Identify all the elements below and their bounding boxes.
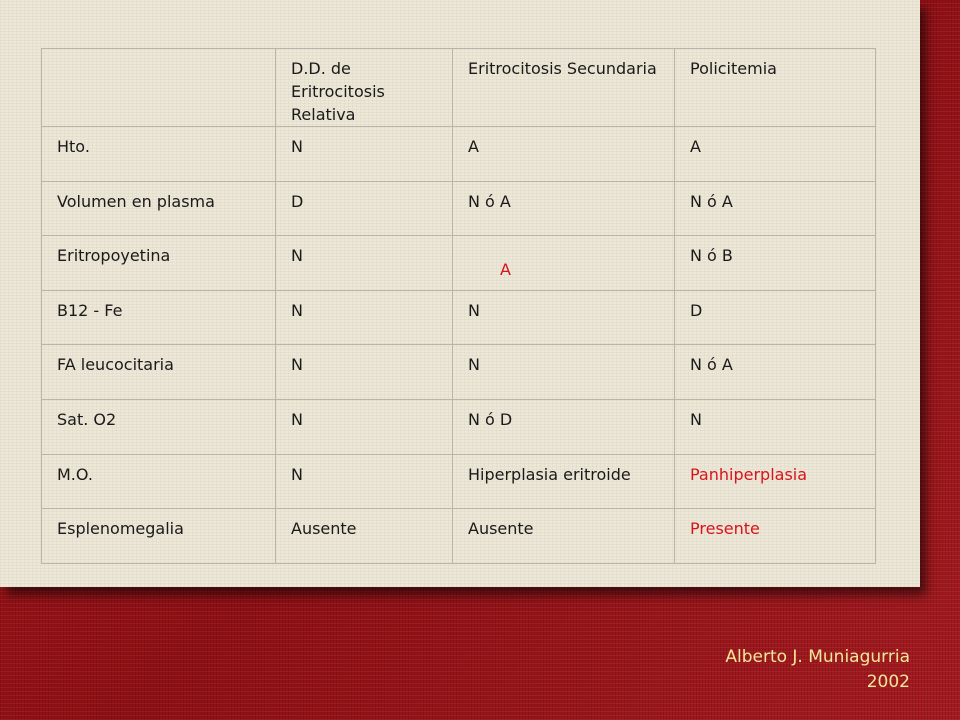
table-cell: A — [453, 127, 675, 182]
header-cell-empty — [42, 49, 276, 127]
table-cell: N — [276, 454, 453, 509]
row-label: Eritropoyetina — [42, 236, 276, 291]
table-cell: Ausente — [453, 509, 675, 564]
author-footer — [725, 645, 910, 695]
table-cell: N — [276, 236, 453, 291]
table-cell: Ausente — [276, 509, 453, 564]
table-cell: N — [276, 290, 453, 345]
table-row — [42, 509, 876, 564]
table-cell: N — [453, 345, 675, 400]
table-cell: N — [675, 399, 876, 454]
author-name: Alberto J. Muniagurria — [725, 647, 910, 667]
table-cell — [453, 236, 675, 291]
header-cell-policitemia: Policitemia — [675, 49, 876, 127]
header-cell-relativa: D.D. de Eritrocitosis Relativa — [276, 49, 453, 127]
header-row — [42, 49, 876, 127]
table-cell: A — [675, 127, 876, 182]
table-cell: N ó A — [675, 345, 876, 400]
row-label: Hto. — [42, 127, 276, 182]
table-row — [42, 181, 876, 236]
highlighted-cell-text: A — [500, 260, 511, 280]
row-label: B12 - Fe — [42, 290, 276, 345]
row-label: FA leucocitaria — [42, 345, 276, 400]
table-row — [42, 345, 876, 400]
table-row — [42, 127, 876, 182]
table-cell: N ó B — [675, 236, 876, 291]
table-cell: D — [675, 290, 876, 345]
table-row — [42, 454, 876, 509]
header-cell-secundaria: Eritrocitosis Secundaria — [453, 49, 675, 127]
table-cell: N ó D — [453, 399, 675, 454]
row-label: Volumen en plasma — [42, 181, 276, 236]
comparison-table — [41, 48, 876, 564]
row-label: M.O. — [42, 454, 276, 509]
row-label: Esplenomegalia — [42, 509, 276, 564]
table-cell: N — [453, 290, 675, 345]
row-label: Sat. O2 — [42, 399, 276, 454]
table-cell: N — [276, 127, 453, 182]
table-cell: N — [276, 399, 453, 454]
table-cell: N ó A — [453, 181, 675, 236]
author-year: 2002 — [866, 672, 910, 692]
table-cell: Hiperplasia eritroide — [453, 454, 675, 509]
table-cell: D — [276, 181, 453, 236]
table-row — [42, 399, 876, 454]
highlighted-cell: Panhiperplasia — [675, 454, 876, 509]
table-cell: N — [276, 345, 453, 400]
table-row — [42, 290, 876, 345]
table-cell: N ó A — [675, 181, 876, 236]
highlighted-cell: Presente — [675, 509, 876, 564]
table-row — [42, 236, 876, 291]
